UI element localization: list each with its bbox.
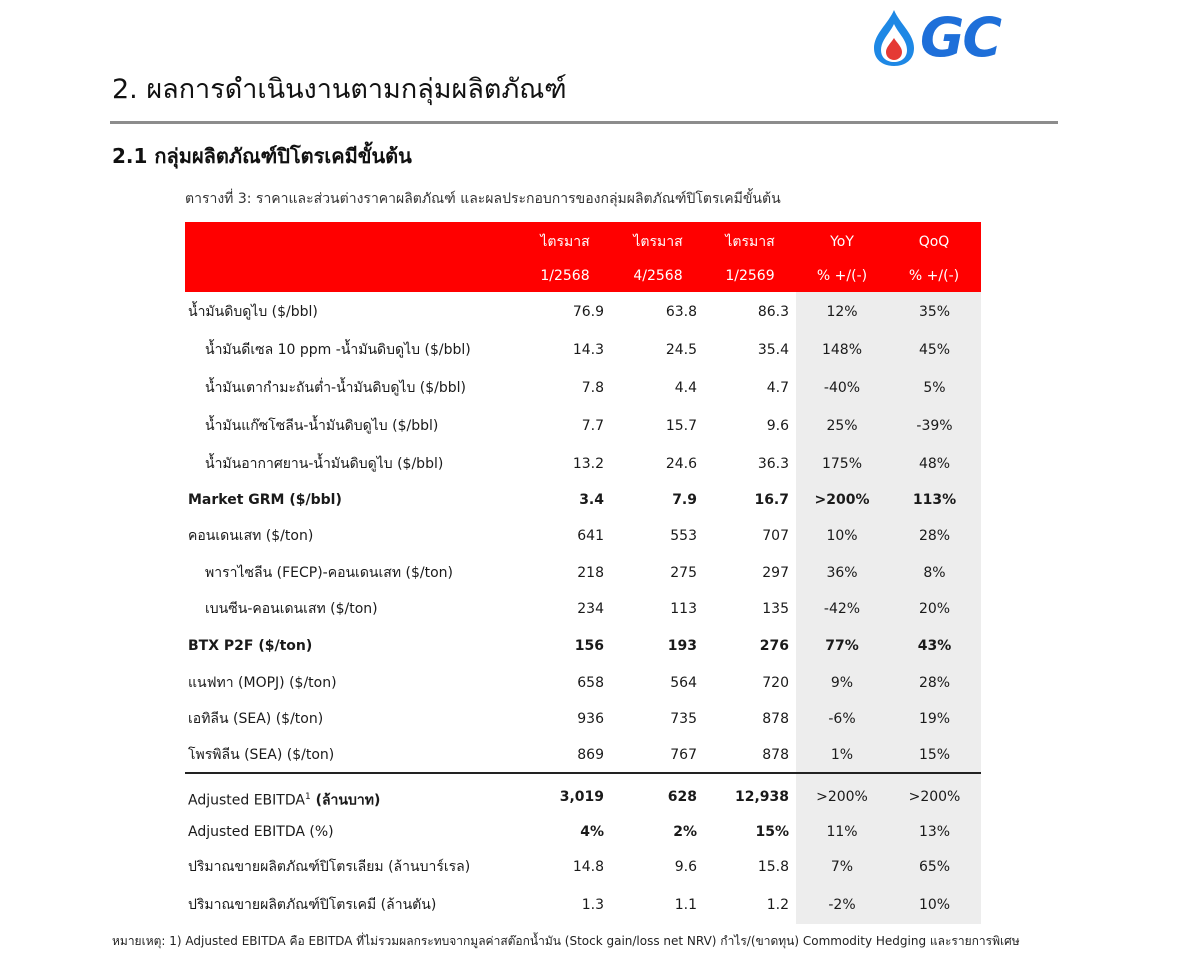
- cell-q4-2568: 735: [670, 711, 697, 727]
- cell-q1-2569: 16.7: [754, 492, 789, 508]
- row-label: เอทิลีน (SEA) ($/ton): [188, 711, 324, 727]
- cell-yoy: 7%: [830, 859, 854, 875]
- cell-q1-2568: 13.2: [572, 456, 604, 472]
- cell-yoy: >200%: [816, 789, 868, 805]
- cell-q1-2569: 878: [762, 711, 789, 727]
- cell-qoq: 45%: [918, 342, 951, 358]
- cell-yoy: -2%: [828, 897, 856, 913]
- cell-qoq: 43%: [917, 638, 952, 654]
- cell-q1-2568: 156: [574, 638, 604, 654]
- row-label: BTX P2F ($/ton): [188, 638, 313, 654]
- cell-q1-2569: 15.8: [757, 859, 789, 875]
- cell-qoq: 10%: [918, 897, 951, 913]
- table-row: [185, 370, 981, 406]
- cell-q1-2569: 1.2: [766, 897, 789, 913]
- table-row: [185, 814, 981, 850]
- cell-qoq: 113%: [912, 492, 957, 508]
- cell-yoy: 25%: [826, 418, 858, 434]
- cell-q1-2569: 720: [762, 675, 789, 691]
- cell-qoq: 35%: [918, 304, 951, 320]
- cell-qoq: 48%: [918, 456, 951, 472]
- cell-q1-2568: 4%: [580, 824, 604, 840]
- cell-q4-2568: 24.6: [665, 456, 697, 472]
- row-label: Market GRM ($/bbl): [188, 492, 342, 508]
- cell-yoy: 9%: [830, 675, 854, 691]
- cell-qoq: >200%: [908, 789, 961, 805]
- cell-q4-2568: 4.4: [674, 380, 697, 396]
- header-col2-bottom: 4/2568: [633, 268, 683, 284]
- cell-q1-2569: 12,938: [734, 789, 789, 805]
- cell-yoy: 148%: [821, 342, 863, 358]
- footnote-marker: 1: [304, 792, 311, 802]
- flame-drop-icon: [870, 8, 918, 68]
- cell-qoq: 5%: [923, 380, 946, 396]
- cell-q4-2568: 564: [670, 675, 697, 691]
- cell-q1-2569: 4.7: [766, 380, 789, 396]
- table-row: [185, 628, 981, 664]
- logo-text: GC: [920, 6, 1000, 69]
- cell-q1-2568: 936: [577, 711, 604, 727]
- header-col2-top: ไตรมาส: [633, 234, 683, 250]
- row-label: ปริมาณขายผลิตภัณฑ์ปิโตรเคมี (ล้านตัน): [188, 897, 437, 913]
- row-label: น้ำมันแก๊ซโซลีน-น้ำมันดิบดูไบ ($/bbl): [205, 418, 439, 434]
- row-label-text: Adjusted EBITDA: [188, 792, 305, 809]
- table-row: [185, 887, 981, 923]
- cell-yoy: 11%: [826, 824, 858, 840]
- cell-yoy: -40%: [823, 380, 861, 396]
- cell-q1-2568: 234: [577, 601, 604, 617]
- cell-yoy: 175%: [821, 456, 863, 472]
- section-subtitle: 2.1 กลุ่มผลิตภัณฑ์ปิโตรเคมีขั้นต้น: [112, 144, 412, 168]
- cell-q1-2568: 658: [577, 675, 604, 691]
- cell-q4-2568: 553: [670, 528, 697, 544]
- row-label: เบนซีน-คอนเดนเสท ($/ton): [205, 601, 378, 617]
- table-header: [185, 222, 981, 292]
- cell-yoy: 10%: [826, 528, 858, 544]
- table-row: [185, 849, 981, 885]
- cell-q1-2568: 869: [577, 747, 604, 763]
- header-yoy-top: YoY: [830, 234, 854, 250]
- row-label: น้ำมันอากาศยาน-น้ำมันดิบดูไบ ($/bbl): [205, 456, 444, 472]
- table-row: [185, 446, 981, 482]
- row-label: คอนเดนเสท ($/ton): [188, 528, 314, 544]
- cell-q4-2568: 193: [667, 638, 697, 654]
- table-row: [185, 779, 981, 815]
- row-label: น้ำมันเตากำมะถันต่ำ-น้ำมันดิบดูไบ ($/bbl): [205, 380, 466, 396]
- table-row: [185, 591, 981, 627]
- cell-q4-2568: 628: [667, 789, 697, 805]
- row-label: [188, 779, 380, 819]
- cell-yoy: 36%: [826, 565, 858, 581]
- cell-q1-2568: 1.3: [581, 897, 604, 913]
- cell-yoy: >200%: [814, 492, 870, 508]
- cell-q4-2568: 63.8: [665, 304, 697, 320]
- row-label: น้ำมันดีเซล 10 ppm -น้ำมันดิบดูไบ ($/bbl): [205, 342, 471, 358]
- table-row: [185, 701, 981, 737]
- cell-qoq: 15%: [918, 747, 951, 763]
- table-row: [185, 332, 981, 368]
- cell-qoq: 65%: [918, 859, 951, 875]
- results-table: [185, 222, 981, 913]
- cell-q4-2568: 767: [670, 747, 697, 763]
- cell-qoq: 20%: [918, 601, 951, 617]
- header-col1-top: ไตรมาส: [540, 234, 590, 250]
- page-title: 2. ผลการดำเนินงานตามกลุ่มผลิตภัณฑ์: [112, 74, 567, 105]
- cell-yoy: -42%: [823, 601, 861, 617]
- cell-q4-2568: 2%: [673, 824, 697, 840]
- cell-q1-2568: 218: [577, 565, 604, 581]
- header-col3-top: ไตรมาส: [725, 234, 775, 250]
- cell-q4-2568: 9.6: [674, 859, 697, 875]
- cell-q4-2568: 1.1: [674, 897, 697, 913]
- cell-q1-2568: 3,019: [559, 789, 604, 805]
- cell-q1-2569: 276: [759, 638, 789, 654]
- cell-q4-2568: 24.5: [665, 342, 697, 358]
- cell-q1-2569: 35.4: [757, 342, 789, 358]
- cell-q1-2569: 15%: [755, 824, 789, 840]
- cell-q1-2568: 3.4: [579, 492, 604, 508]
- cell-q4-2568: 113: [670, 601, 697, 617]
- cell-qoq: -39%: [916, 418, 953, 434]
- title-divider: [110, 121, 1058, 124]
- row-label: ปริมาณขายผลิตภัณฑ์ปิโตรเลียม (ล้านบาร์เรล): [188, 859, 471, 875]
- table-row: [185, 294, 981, 330]
- table-row: [185, 555, 981, 591]
- header-col3-bottom: 1/2569: [725, 268, 775, 284]
- cell-qoq: 13%: [918, 824, 951, 840]
- cell-yoy: 1%: [830, 747, 854, 763]
- cell-q4-2568: 15.7: [665, 418, 697, 434]
- cell-q4-2568: 275: [670, 565, 697, 581]
- cell-yoy: 77%: [825, 638, 859, 654]
- cell-q1-2569: 707: [762, 528, 789, 544]
- table-row: [185, 737, 981, 773]
- cell-q1-2569: 36.3: [757, 456, 789, 472]
- row-label-unit: (ล้านบาท): [310, 792, 381, 809]
- cell-q1-2568: 76.9: [572, 304, 604, 320]
- cell-q1-2568: 7.8: [581, 380, 604, 396]
- table-row: [185, 518, 981, 554]
- header-qoq-bottom: % +/(-): [908, 268, 960, 284]
- header-col1-bottom: 1/2568: [540, 268, 590, 284]
- cell-q1-2569: 135: [762, 601, 789, 617]
- cell-q1-2569: 297: [762, 565, 789, 581]
- cell-q1-2569: 86.3: [757, 304, 789, 320]
- footnote: หมายเหตุ: 1) Adjusted EBITDA คือ EBITDA ที่ไม่รวมผลกระทบจากมูลค่าสต๊อกน้ำมัน (Stock gain/loss net NRV) กำไร/(ขาดทุน) Commodity Hedging และรายการพิเศษ: [112, 934, 1020, 948]
- table-row: [185, 665, 981, 701]
- cell-qoq: 8%: [923, 565, 946, 581]
- cell-q4-2568: 7.9: [672, 492, 697, 508]
- row-label: Adjusted EBITDA (%): [188, 824, 334, 840]
- table-caption: ตารางที่ 3: ราคาและส่วนต่างราคาผลิตภัณฑ์ และผลประกอบการของกลุ่มผลิตภัณฑ์ปิโตรเคมีขั้นต้น: [185, 191, 781, 207]
- cell-q1-2568: 14.8: [572, 859, 604, 875]
- row-label: น้ำมันดิบดูไบ ($/bbl): [188, 304, 318, 320]
- section-separator: [185, 772, 981, 774]
- cell-qoq: 28%: [918, 528, 951, 544]
- table-row: [185, 482, 981, 518]
- cell-q1-2568: 7.7: [581, 418, 604, 434]
- row-label: โพรพิลีน (SEA) ($/ton): [188, 747, 335, 763]
- cell-q1-2568: 641: [577, 528, 604, 544]
- table-row: [185, 408, 981, 444]
- row-label: แนฟทา (MOPJ) ($/ton): [188, 675, 337, 691]
- cell-qoq: 19%: [918, 711, 951, 727]
- header-qoq-top: QoQ: [918, 234, 950, 250]
- cell-qoq: 28%: [918, 675, 951, 691]
- cell-yoy: 12%: [826, 304, 858, 320]
- row-label: พาราไซลีน (FECP)-คอนเดนเสท ($/ton): [205, 565, 453, 581]
- header-yoy-bottom: % +/(-): [816, 268, 868, 284]
- cell-q1-2569: 878: [762, 747, 789, 763]
- cell-q1-2568: 14.3: [572, 342, 604, 358]
- gc-logo: [870, 8, 1060, 68]
- cell-q1-2569: 9.6: [766, 418, 789, 434]
- cell-yoy: -6%: [828, 711, 856, 727]
